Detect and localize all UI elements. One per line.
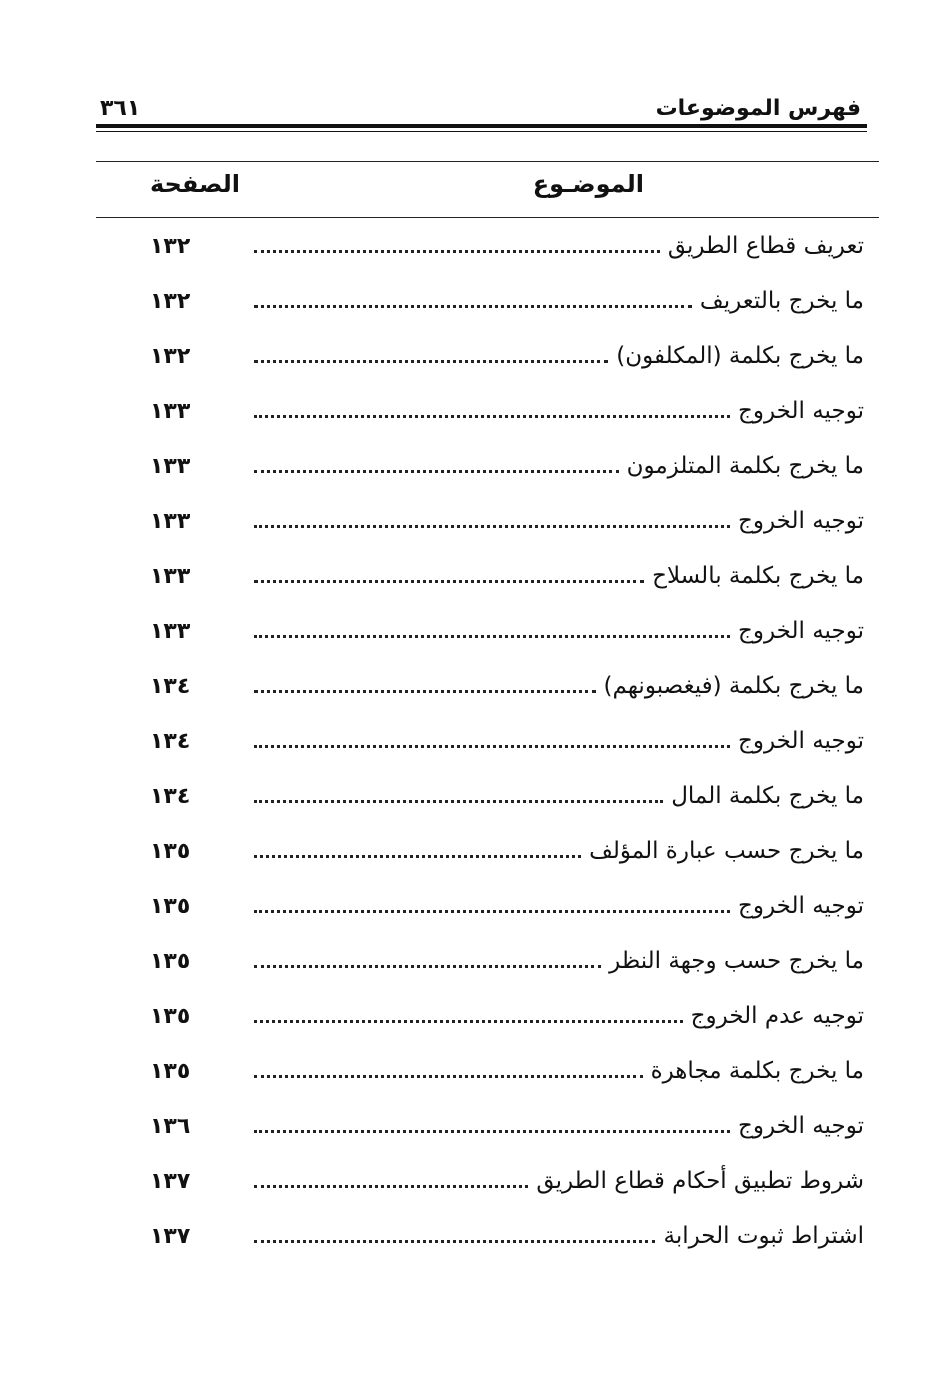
dot-leader — [254, 283, 692, 308]
index-entry — [150, 391, 864, 446]
dot-leader — [254, 503, 730, 528]
column-header-page: الصفحة — [150, 170, 241, 198]
running-title: فهرس الموضوعات — [655, 96, 861, 121]
entry-page-number: ١٣٥ — [150, 894, 191, 919]
entry-page-number: ١٣٧ — [150, 1224, 191, 1249]
dot-leader — [254, 228, 660, 253]
entry-title: ما يخرج بكلمة المتلزمون — [626, 453, 864, 479]
entry-page-number: ١٣٣ — [150, 564, 191, 589]
dot-leader — [254, 448, 619, 473]
index-entry — [150, 666, 864, 721]
dot-leader — [254, 1218, 655, 1243]
header-rule-thin — [96, 131, 867, 132]
entry-title: اشتراط ثبوت الحرابة — [663, 1223, 864, 1249]
index-entry — [150, 336, 864, 391]
dot-leader — [254, 723, 730, 748]
entry-title: ما يخرج حسب عبارة المؤلف — [589, 838, 864, 864]
entry-page-number: ١٣٣ — [150, 454, 191, 479]
entry-page-number: ١٣٥ — [150, 1059, 191, 1084]
index-entry — [150, 611, 864, 666]
index-entry — [150, 1106, 864, 1161]
dot-leader — [254, 668, 596, 693]
index-entry — [150, 721, 864, 776]
entry-page-number: ١٣٣ — [150, 509, 191, 534]
dot-leader — [254, 778, 663, 803]
index-entry — [150, 446, 864, 501]
entry-title: ما يخرج بالتعريف — [699, 288, 864, 314]
entry-page-number: ١٣٣ — [150, 619, 191, 644]
entry-title: ما يخرج حسب وجهة النظر — [609, 948, 864, 974]
index-entry — [150, 996, 864, 1051]
entry-title: تعريف قطاع الطريق — [667, 233, 864, 259]
entry-page-number: ١٣٧ — [150, 1169, 191, 1194]
dot-leader — [254, 613, 730, 638]
entry-page-number: ١٣٢ — [150, 234, 191, 259]
entry-title: ما يخرج بكلمة بالسلاح — [652, 563, 864, 589]
index-entries — [150, 226, 864, 1271]
index-entry — [150, 886, 864, 941]
entry-title: ما يخرج بكلمة مجاهرة — [650, 1058, 864, 1084]
entry-page-number: ١٣٥ — [150, 1004, 191, 1029]
entry-page-number: ١٣٤ — [150, 674, 191, 699]
index-entry — [150, 941, 864, 996]
index-entry — [150, 1216, 864, 1271]
entry-page-number: ١٣٥ — [150, 949, 191, 974]
dot-leader — [254, 393, 730, 418]
index-entry — [150, 831, 864, 886]
page-number: ٣٦١ — [100, 96, 141, 121]
index-entry — [150, 501, 864, 556]
index-entry — [150, 556, 864, 611]
index-entry — [150, 226, 864, 281]
entry-page-number: ١٣٤ — [150, 784, 191, 809]
column-header-bottom-rule — [96, 217, 879, 218]
entry-title: توجيه الخروج — [738, 398, 864, 424]
entry-title: ما يخرج بكلمة (فيغصبونهم) — [603, 673, 864, 699]
dot-leader — [254, 338, 608, 363]
dot-leader — [254, 1163, 528, 1188]
dot-leader — [254, 833, 581, 858]
entry-title: توجيه الخروج — [738, 1113, 864, 1139]
entry-title: توجيه الخروج — [738, 618, 864, 644]
entry-page-number: ١٣٣ — [150, 399, 191, 424]
dot-leader — [254, 943, 601, 968]
entry-title: توجيه الخروج — [738, 728, 864, 754]
column-header-top-rule — [96, 161, 879, 162]
dot-leader — [254, 998, 683, 1023]
index-entry — [150, 281, 864, 336]
index-entry — [150, 776, 864, 831]
entry-page-number: ١٣٤ — [150, 729, 191, 754]
entry-title: توجيه عدم الخروج — [690, 1003, 864, 1029]
entry-title: توجيه الخروج — [738, 508, 864, 534]
column-header-topic: الموضـوع — [532, 170, 644, 198]
entry-page-number: ١٣٢ — [150, 289, 191, 314]
entry-title: ما يخرج بكلمة (المكلفون) — [616, 343, 864, 369]
entry-page-number: ١٣٥ — [150, 839, 191, 864]
index-entry — [150, 1051, 864, 1106]
dot-leader — [254, 888, 730, 913]
dot-leader — [254, 558, 644, 583]
dot-leader — [254, 1053, 643, 1078]
index-entry — [150, 1161, 864, 1216]
dot-leader — [254, 1108, 730, 1133]
entry-page-number: ١٣٦ — [150, 1114, 191, 1139]
entry-title: توجيه الخروج — [738, 893, 864, 919]
entry-page-number: ١٣٢ — [150, 344, 191, 369]
entry-title: ما يخرج بكلمة المال — [671, 783, 864, 809]
header-rule-thick — [96, 124, 867, 128]
entry-title: شروط تطبيق أحكام قطاع الطريق — [536, 1168, 864, 1194]
